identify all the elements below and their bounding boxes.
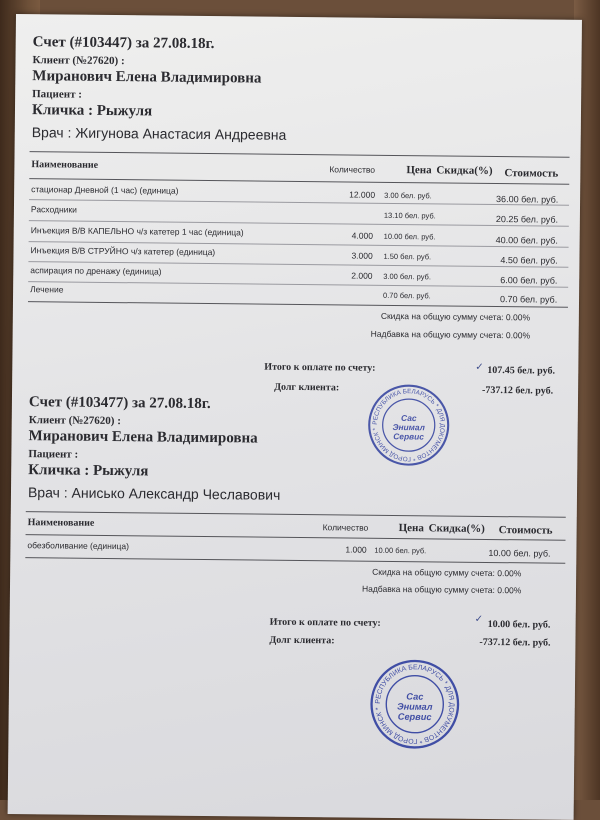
invoice-2-header-cost: Стоимость (498, 524, 553, 537)
invoice-1-header-qty: Количество (329, 164, 376, 175)
row-cost: 4.50 бел. руб. (500, 255, 558, 266)
invoice-1-header-cost: Стоимость (504, 167, 559, 180)
row-cost: 40.00 бел. руб. (495, 235, 558, 246)
row-price: 10.00 бел. руб. (374, 545, 427, 556)
invoice-2-header-qty: Количество (322, 522, 369, 533)
invoice-1-header-price: Цена (406, 164, 432, 177)
invoice-1-debt-value: -737.12 бел. руб. (482, 384, 554, 397)
invoice-1-patient-label: Пациент : (32, 88, 83, 101)
invoice-2-debt-value: -737.12 бел. руб. (479, 636, 551, 649)
invoice-sheet (8, 14, 582, 820)
invoice-2-client-label: Клиент (№27620) : (28, 414, 121, 428)
invoice-1-markup-note: Надбавка на общую сумму счета: 0.00% (370, 328, 531, 341)
invoice-2-discount-note: Скидка на общую сумму счета: 0.00% (372, 566, 522, 579)
invoice-1-table-bottom-rule (28, 301, 568, 308)
invoice-1-pet-name: Кличка : Рыжуля (31, 102, 153, 120)
row-name: Лечение (30, 284, 64, 295)
row-name: Инъекция В/В СТРУЙНО ч/з катетер (единица) (30, 245, 216, 258)
row-price: 3.00 бел. руб. (383, 271, 431, 282)
invoice-1-header-discount: Скидка(%) (436, 164, 493, 177)
invoice-2-header-price: Цена (398, 522, 424, 535)
row-cost: 6.00 бел. руб. (500, 275, 558, 286)
invoice-2-title: Счет (#103477) за 27.08.18г. (28, 394, 211, 413)
row-cost: 10.00 бел. руб. (488, 547, 551, 559)
invoice-1-header-rule (29, 178, 569, 185)
invoice-2-doctor: Врач : Анисько Александр Чеславович (27, 484, 281, 503)
invoice-1-debt-label: Долг клиента: (274, 381, 340, 394)
svg-text:Сервис: Сервис (397, 711, 432, 723)
row-name: Инъекция В/В КАПЕЛЬНО ч/з катетер 1 час (единица) (30, 225, 244, 238)
invoice-2-debt-label: Долг клиента: (269, 634, 335, 647)
row-qty: 1.000 (345, 544, 367, 555)
row-name: аспирация по дренажу (единица) (30, 265, 162, 277)
row-qty: 4.000 (351, 230, 374, 241)
invoice-2-table-top-rule (26, 511, 566, 518)
invoice-1-doctor: Врач : Жигунова Анастасия Андреевна (31, 124, 287, 143)
invoice-2-header-discount: Скидка(%) (428, 522, 485, 535)
invoice-1-table-top-rule (30, 151, 570, 158)
invoice-1-total-value: 107.45 бел. руб. (487, 364, 556, 377)
svg-text:Сас: Сас (406, 691, 424, 702)
stamp-ring-text: РЕСПУБЛИКА БЕЛАРУСЬ * ДЛЯ ДОКУМЕНТОВ * ГОРОД МИНСК * (374, 664, 455, 745)
invoice-1-discount-note: Скидка на общую сумму счета: 0.00% (380, 310, 531, 323)
invoice-1-total-label: Итого к оплате по счету: (264, 361, 376, 374)
row-qty: 12.000 (349, 189, 376, 200)
invoice-2-header-rule (26, 534, 566, 541)
invoice-1-title: Счет (#103447) за 27.08.18г. (32, 34, 215, 53)
svg-text:Сервис: Сервис (393, 431, 424, 442)
invoice-2-client-name: Миранович Елена Владимировна (28, 428, 258, 447)
row-divider (29, 199, 569, 206)
row-qty: 3.000 (351, 250, 373, 261)
row-price: 3.00 бел. руб. (384, 190, 432, 201)
invoice-1-header-name: Наименование (31, 159, 99, 171)
row-name: Расходники (30, 204, 77, 215)
row-price: 1.50 бел. руб. (383, 251, 432, 262)
svg-text:Энимал: Энимал (396, 701, 433, 712)
svg-text:Энимал: Энимал (392, 422, 425, 433)
row-name: стационар Дневной (1 час) (единица) (31, 184, 179, 196)
row-price: 13.10 бел. руб. (383, 210, 436, 221)
invoice-2-total-value: 10.00 бел. руб. (487, 618, 551, 631)
stamp-seal-icon (366, 383, 451, 468)
invoice-2-header-name: Наименование (27, 517, 95, 529)
row-cost: 20.25 бел. руб. (495, 214, 559, 225)
stamp-ring-text: РЕСПУБЛИКА БЕЛАРУСЬ * ДЛЯ ДОКУМЕНТОВ * ГОРОД МИНСК * (371, 388, 446, 463)
stamp-seal-icon (368, 658, 461, 751)
row-price: 10.00 бел. руб. (383, 231, 436, 242)
row-price: 0.70 бел. руб. (383, 290, 431, 301)
checkmark-icon: ✓ (474, 613, 484, 625)
invoice-1-client-name: Миранович Елена Владимировна (32, 68, 262, 87)
row-name: обезболивание (единица) (27, 540, 130, 552)
invoice-2-total-label: Итого к оплате по счету: (269, 616, 381, 629)
row-qty: 2.000 (351, 270, 373, 281)
invoice-2-pet-name: Кличка : Рыжуля (28, 462, 149, 480)
checkmark-icon: ✓ (475, 361, 484, 373)
svg-text:Сас: Сас (400, 412, 417, 424)
invoice-2-table-bottom-rule (25, 557, 565, 564)
row-divider (28, 281, 568, 288)
row-cost: 0.70 бел. руб. (499, 294, 558, 305)
invoice-2-markup-note: Надбавка на общую сумму счета: 0.00% (361, 583, 522, 596)
invoice-2-patient-label: Пациент : (28, 448, 79, 461)
invoice-1-client-label: Клиент (№27620) : (32, 54, 125, 68)
row-cost: 36.00 бел. руб. (496, 194, 559, 205)
